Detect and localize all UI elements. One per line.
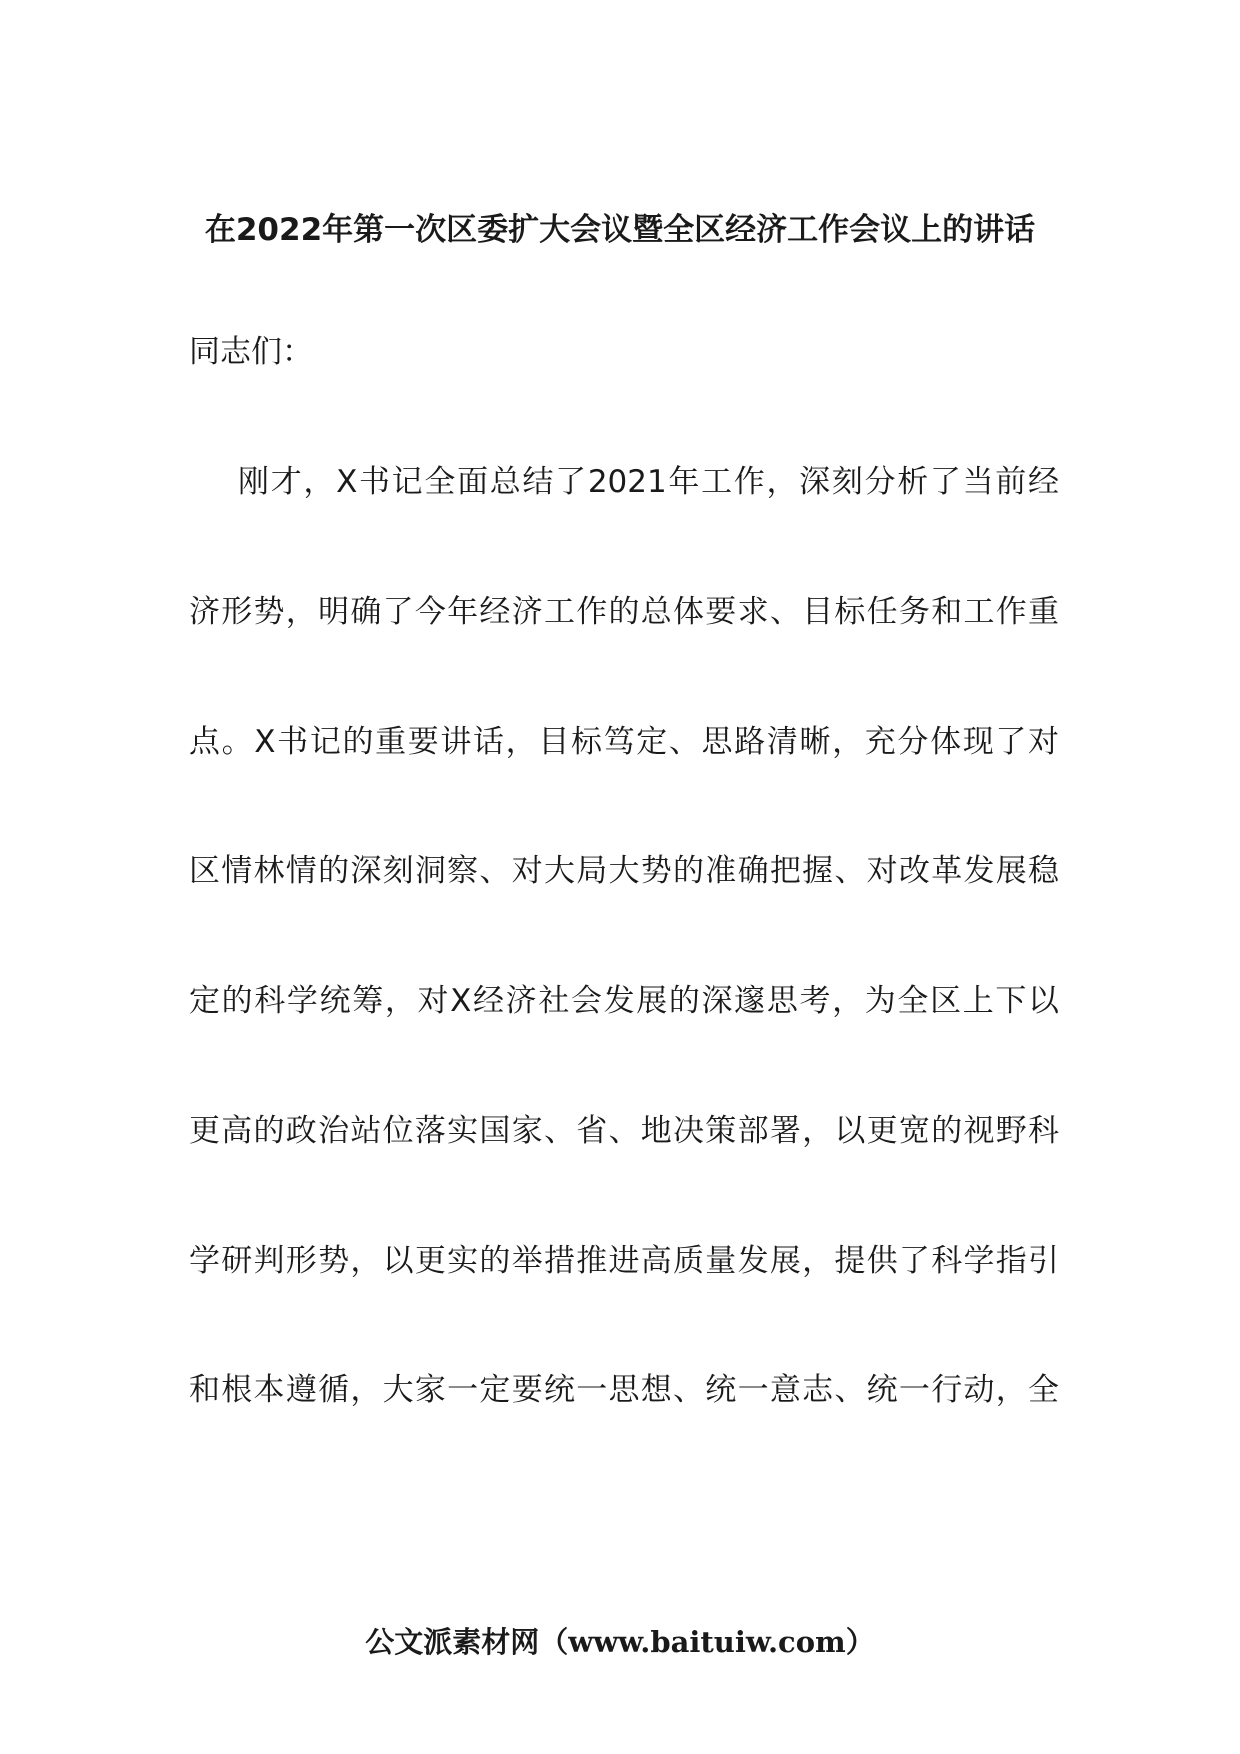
watermark-footer: 公文派素材网（www.baituiw.com） [365, 1625, 875, 1659]
paragraph-line: 学研判形势，以更实的举措推进高质量发展，提供了科学指引 [189, 1243, 1059, 1279]
paragraph-line: 点。X书记的重要讲话，目标笃定、思路清晰，充分体现了对 [189, 724, 1059, 760]
document-title: 在2022年第一次区委扩大会议暨全区经济工作会议上的讲话 [204, 212, 1036, 248]
paragraph-line: 定的科学统筹，对X经济社会发展的深邃思考，为全区上下以 [189, 983, 1059, 1019]
salutation: 同志们： [189, 334, 313, 370]
paragraph-line: 刚才，X书记全面总结了2021年工作，深刻分析了当前经 [238, 464, 1059, 500]
paragraph-line: 区情林情的深刻洞察、对大局大势的准确把握、对改革发展稳 [189, 853, 1059, 889]
paragraph-line: 济形势，明确了今年经济工作的总体要求、目标任务和工作重 [189, 594, 1059, 630]
paragraph-line: 和根本遵循，大家一定要统一思想、统一意志、统一行动，全 [189, 1372, 1059, 1408]
paragraph-line: 更高的政治站位落实国家、省、地决策部署，以更宽的视野科 [189, 1113, 1059, 1149]
